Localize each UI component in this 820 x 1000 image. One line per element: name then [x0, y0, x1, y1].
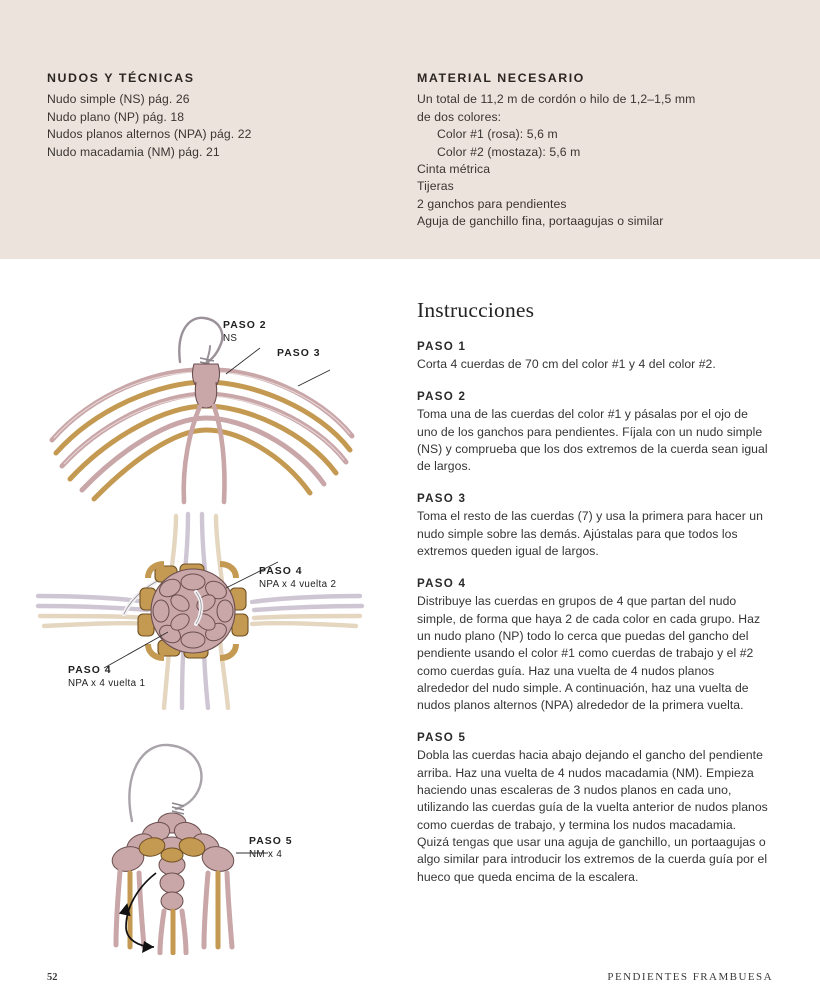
- instructions-title: Instrucciones: [417, 298, 535, 322]
- knots-line: Nudo macadamia (NM) pág. 21: [47, 144, 220, 159]
- callout-label: PASO 4: [259, 566, 303, 577]
- callout-sublabel: NS: [223, 333, 238, 344]
- callout-label: PASO 2: [223, 320, 267, 331]
- step-label: PASO 5: [417, 731, 467, 745]
- instruction-step: [417, 577, 769, 714]
- knots-line: Nudo simple (NS) pág. 26: [47, 92, 190, 107]
- figure-step5-illustration: [60, 725, 360, 955]
- step-label: PASO 3: [417, 492, 467, 506]
- instruction-step: [417, 492, 769, 560]
- callout-paso-5: [249, 836, 293, 860]
- step-body: Distribuye las cuerdas en grupos de 4 que partan del nudo simple, de forma que haya 2 de cada color en cada grupo. Haz un nudo plano (NP) todo lo cerca que puedas del gancho del pendiente usando el color #1 como cuerdas de trabajo y el #2 como cuerdas guía. Haz una vuelta de 4 nudos planos alrededor del nudo simple. A continuación, haz una vuelta de nudos planos alternos (NPA) alrededor de la primera vuelta.: [417, 594, 761, 713]
- step-label: PASO 2: [417, 390, 467, 404]
- instruction-step: [417, 340, 769, 373]
- instruction-step: [417, 390, 769, 475]
- page-number: 52: [47, 972, 58, 983]
- step-label: PASO 1: [417, 340, 467, 353]
- knots-line: Nudo plano (NP) pág. 18: [47, 109, 185, 124]
- callout-paso-4-vuelta-1: [68, 665, 145, 689]
- diagram-column: [0, 270, 400, 960]
- step-body: Corta 4 cuerdas de 70 cm del color #1 y 4 del color #2.: [417, 357, 716, 371]
- knots-heading: NUDOS Y TÉCNICAS: [47, 71, 195, 85]
- knots-line: Nudos planos alternos (NPA) pág. 22: [47, 127, 252, 142]
- callout-paso-3: [277, 348, 321, 359]
- footer-chapter-title: PENDIENTES FRAMBUESA: [607, 971, 773, 983]
- knots-and-techniques-block: [47, 70, 387, 161]
- instruction-step: [417, 731, 769, 885]
- material-needed-block: [417, 70, 777, 231]
- material-line: 2 ganchos para pendientes: [417, 196, 567, 211]
- material-line: de dos colores:: [417, 109, 502, 124]
- material-line-color2: Color #2 (mostaza): 5,6 m: [437, 144, 581, 159]
- material-line: Aguja de ganchillo fina, portaagujas o similar: [417, 214, 664, 229]
- step-body: Toma el resto de las cuerdas (7) y usa la primera para hacer un nudo simple sobre las demás. Ajústalas para que todos los extremos queden igual de largos.: [417, 509, 763, 559]
- step-label: PASO 4: [417, 577, 467, 591]
- callout-sublabel: NM x 4: [249, 849, 283, 860]
- step-body: Toma una de las cuerdas del color #1 y pásalas por el ojo de uno de los ganchos para pendientes. Fíjala con un nudo simple (NS) y comprueba que los dos extremos de la cuerda sean igual de largos.: [417, 407, 768, 474]
- material-heading: MATERIAL NECESARIO: [417, 71, 585, 85]
- material-line: Un total de 11,2 m de cordón o hilo de 1,2–1,5 mm: [417, 92, 696, 107]
- callout-sublabel: NPA x 4 vuelta 2: [259, 579, 337, 590]
- callout-paso-4-vuelta-2: [259, 566, 336, 590]
- material-line-color1: Color #1 (rosa): 5,6 m: [437, 127, 558, 142]
- step-body: Dobla las cuerdas hacia abajo dejando el gancho del pendiente arriba. Haz una vuelta de 4 nudos macadamia (NM). Empieza haciendo unas escaleras de 3 nudos planos en cada uno, utilizando las cuerdas guía de la vuelta anterior de nudos planos como cuerdas de trabajo, y termina los nudos macadamia. Quizá tengas que usar una aguja de ganchillo, un portaagujas o algo similar para introducir los extremos de la cuerda guía por el hueco que queda encima de la escalera.: [417, 748, 768, 884]
- callout-label: PASO 4: [68, 665, 112, 676]
- callout-paso-2: [223, 320, 267, 344]
- callout-label: PASO 3: [277, 348, 321, 359]
- material-line: Cinta métrica: [417, 162, 491, 177]
- callout-sublabel: NPA x 4 vuelta 1: [68, 678, 146, 689]
- instructions-column: [417, 298, 769, 903]
- material-line: Tijeras: [417, 179, 454, 194]
- header-band: [0, 0, 820, 259]
- figure-step2-step3-illustration: [30, 290, 370, 505]
- callout-label: PASO 5: [249, 836, 293, 847]
